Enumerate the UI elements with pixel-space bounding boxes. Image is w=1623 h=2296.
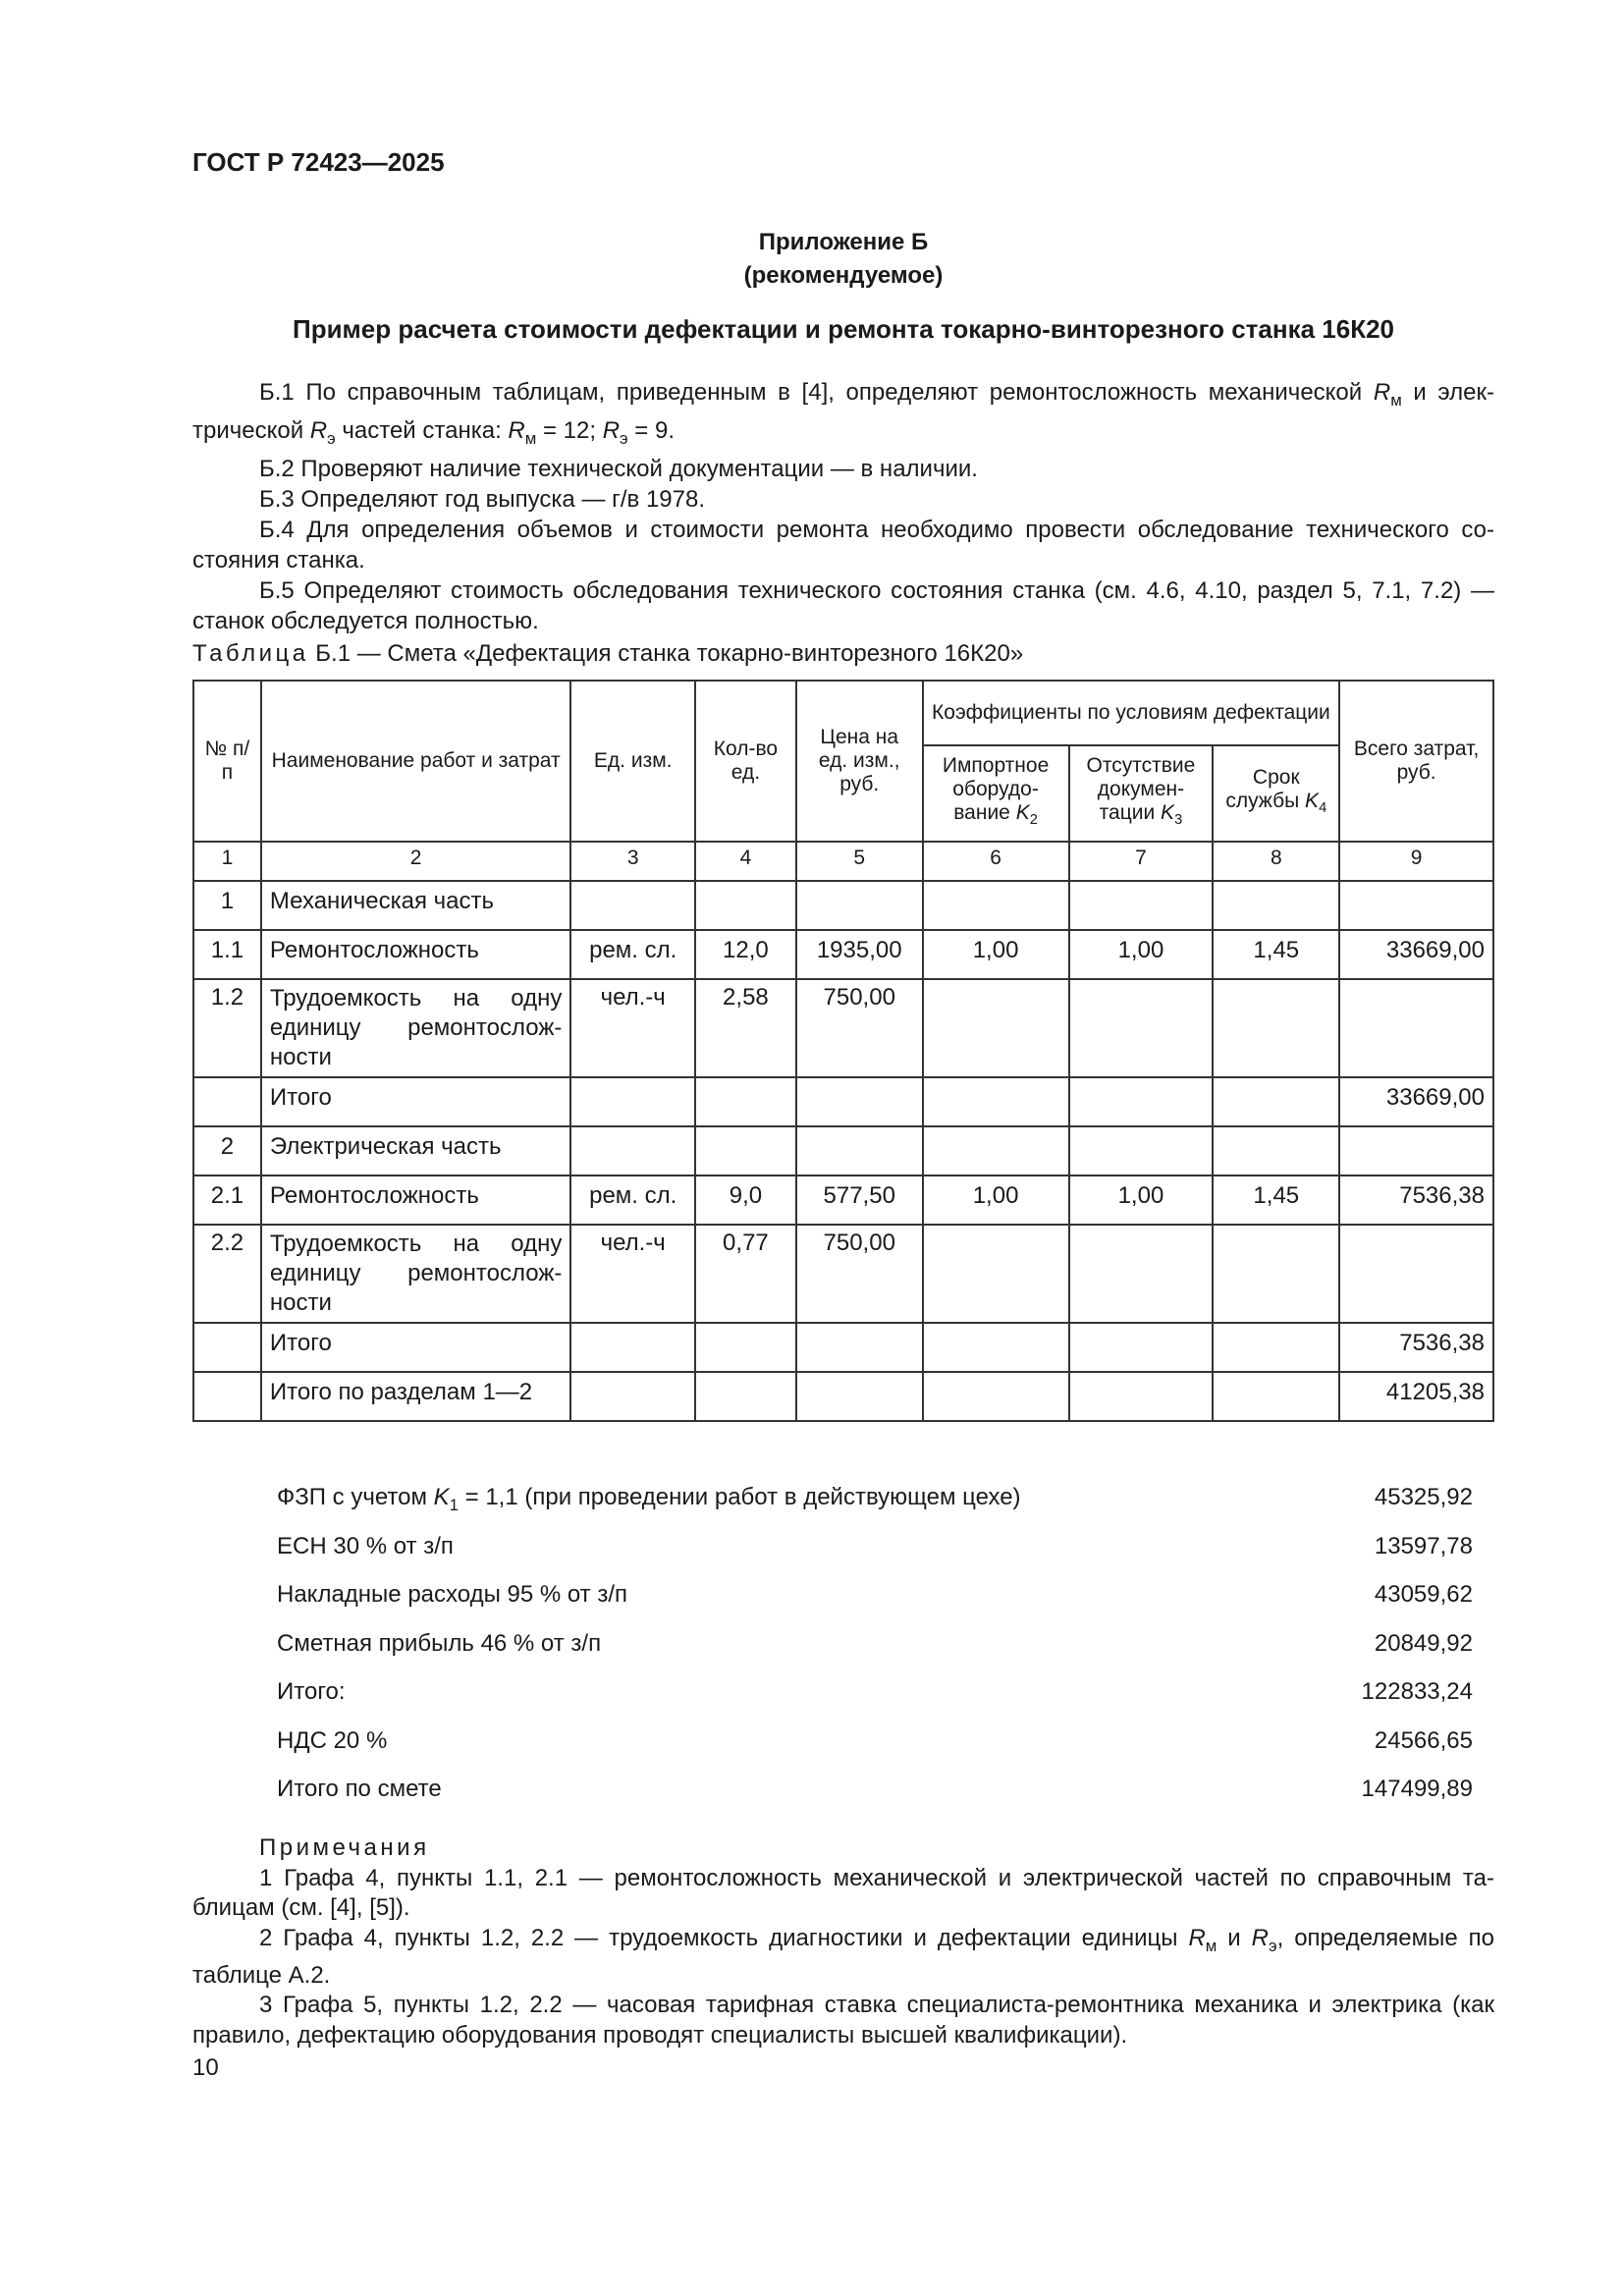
intro-paragraphs xyxy=(192,377,1494,636)
table-row xyxy=(193,1225,1493,1323)
row-qty xyxy=(695,1372,796,1421)
row-price: 577,50 xyxy=(796,1175,923,1225)
header-total: Всего затрат, руб. xyxy=(1339,681,1493,842)
row-price xyxy=(796,1372,923,1421)
header-qty: Кол-во ед. xyxy=(695,681,796,842)
row-total: 7536,38 xyxy=(1339,1323,1493,1372)
row-total: 33669,00 xyxy=(1339,1077,1493,1126)
row-name: Итого xyxy=(261,1077,570,1126)
table-caption: Таблица Б.1 — Смета «Дефектация станка токарно-винторезного 16К20» xyxy=(192,640,1024,667)
header-k4: Срок службы $K_4$ xyxy=(1213,745,1339,842)
paragraph-b4: Б.4 Для определения объемов и стоимости ремонта необходимо провести обследование технического состояния станка. xyxy=(192,516,1494,574)
column-number: 8 xyxy=(1213,842,1339,881)
row-unit xyxy=(570,1372,695,1421)
paragraph-b1: Б.1 По справочным таблицам, приведенным в [4], определяют ремонтосложность механической $R_м$ и электрической $R_э$ частей станка: $R_м = 12$; $R_э = 9$. xyxy=(192,379,1495,448)
row-price xyxy=(796,881,923,930)
row-total xyxy=(1339,1225,1493,1323)
row-k2 xyxy=(923,881,1069,930)
header-num: № п/п xyxy=(193,681,261,842)
totals-label: Итого по смете xyxy=(277,1776,442,1802)
row-total xyxy=(1339,1126,1493,1175)
row-k3 xyxy=(1069,1323,1214,1372)
row-qty xyxy=(695,1323,796,1372)
table-row xyxy=(193,881,1493,930)
row-num xyxy=(193,1323,261,1372)
paragraph-b3: Б.3 Определяют год выпуска — г/в 1978. xyxy=(259,485,706,513)
table-row xyxy=(193,930,1493,979)
row-num: 1.2 xyxy=(193,979,261,1077)
totals-line xyxy=(277,1482,1473,1531)
header-coefficients: Коэффициенты по условиям дефектации xyxy=(923,681,1340,745)
totals-value: 24566,65 xyxy=(1374,1726,1473,1754)
row-num xyxy=(193,1077,261,1126)
header-unit: Ед. изм. xyxy=(570,681,695,842)
column-number: 3 xyxy=(570,842,695,881)
row-num: 2.1 xyxy=(193,1175,261,1225)
row-total: 7536,38 xyxy=(1339,1175,1493,1225)
row-total xyxy=(1339,881,1493,930)
row-name: Итого xyxy=(261,1323,570,1372)
row-k3 xyxy=(1069,1077,1214,1126)
column-number: 5 xyxy=(796,842,923,881)
header-k3: Отсутствие документации $K_3$ xyxy=(1069,745,1214,842)
column-number: 4 xyxy=(695,842,796,881)
totals-label: ФЗП с учетом $K_1 = 1,1$ (при проведении работ в действующем цехе) xyxy=(277,1484,1021,1514)
row-qty xyxy=(695,1126,796,1175)
row-k3 xyxy=(1069,1372,1214,1421)
row-k2 xyxy=(923,1126,1069,1175)
note-1: 1 Графа 4, пункты 1.1, 2.1 — ремонтосложность механической и электрической частей по справочным таблицам (см. [4], [5]). xyxy=(192,1864,1494,1921)
row-num: 1.1 xyxy=(193,930,261,979)
totals-value: 122833,24 xyxy=(1361,1678,1473,1705)
totals-label: ЕСН 30 % от з/п xyxy=(277,1532,454,1559)
notes-heading: Примечания xyxy=(259,1834,430,1861)
column-number: 1 xyxy=(193,842,261,881)
row-unit: чел.-ч xyxy=(570,979,695,1077)
row-k4: 1,45 xyxy=(1213,930,1339,979)
row-num: 1 xyxy=(193,881,261,930)
row-unit: рем. сл. xyxy=(570,930,695,979)
row-k2: 1,00 xyxy=(923,1175,1069,1225)
row-name: Ремонтосложность xyxy=(261,930,570,979)
row-price xyxy=(796,1077,923,1126)
row-k4 xyxy=(1213,979,1339,1077)
row-num: 2 xyxy=(193,1126,261,1175)
table-row xyxy=(193,1126,1493,1175)
column-number: 6 xyxy=(923,842,1069,881)
row-name: Ремонтосложность xyxy=(261,1175,570,1225)
totals-line xyxy=(277,1774,1473,1823)
totals-line xyxy=(277,1628,1473,1677)
table-row xyxy=(193,1323,1493,1372)
totals-value: 45325,92 xyxy=(1374,1484,1473,1510)
row-price: 750,00 xyxy=(796,979,923,1077)
header-k2: Импортное оборудование $K_2$ xyxy=(923,745,1069,842)
row-unit xyxy=(570,1126,695,1175)
document-title: Пример расчета стоимости дефектации и ремонта токарно-винторезного станка 16К20 xyxy=(293,314,1394,344)
totals-line xyxy=(277,1531,1473,1580)
row-k2: 1,00 xyxy=(923,930,1069,979)
row-k4 xyxy=(1213,1126,1339,1175)
totals-value: 147499,89 xyxy=(1361,1776,1473,1802)
row-total xyxy=(1339,979,1493,1077)
row-total: 41205,38 xyxy=(1339,1372,1493,1421)
row-k2 xyxy=(923,1372,1069,1421)
row-k4: 1,45 xyxy=(1213,1175,1339,1225)
row-qty xyxy=(695,881,796,930)
row-k2 xyxy=(923,1323,1069,1372)
totals-line xyxy=(277,1579,1473,1628)
table-row xyxy=(193,1175,1493,1225)
row-name: Механическая часть xyxy=(261,881,570,930)
totals-label: Сметная прибыль 46 % от з/п xyxy=(277,1629,602,1657)
totals-line xyxy=(277,1676,1473,1725)
row-k2 xyxy=(923,1225,1069,1323)
table-row xyxy=(193,1372,1493,1421)
column-number: 7 xyxy=(1069,842,1214,881)
row-k4 xyxy=(1213,881,1339,930)
row-qty: 2,58 xyxy=(695,979,796,1077)
paragraph-b2: Б.2 Проверяют наличие технической документации — в наличии. xyxy=(259,455,978,482)
row-price xyxy=(796,1323,923,1372)
row-name: Электрическая часть xyxy=(261,1126,570,1175)
paragraph-b5: Б.5 Определяют стоимость обследования технического состояния станка (см. 4.6, 4.10, раздел 5, 7.1, 7.2) — станок обследуется полностью. xyxy=(192,576,1494,634)
row-num: 2.2 xyxy=(193,1225,261,1323)
row-k3 xyxy=(1069,881,1214,930)
totals-section xyxy=(277,1482,1473,1823)
row-k4 xyxy=(1213,1372,1339,1421)
row-k3 xyxy=(1069,979,1214,1077)
row-k2 xyxy=(923,1077,1069,1126)
row-k3: 1,00 xyxy=(1069,1175,1214,1225)
appendix-label: Приложение Б xyxy=(758,229,929,255)
row-unit xyxy=(570,881,695,930)
row-k2 xyxy=(923,979,1069,1077)
row-num xyxy=(193,1372,261,1421)
estimate-table xyxy=(192,680,1494,1422)
note-3: 3 Графа 5, пункты 1.2, 2.2 — часовая тарифная ставка специалиста-ремонтника механика и электрика (как правило, дефектацию оборудования проводят специалисты высшей квалификации). xyxy=(192,1992,1494,2049)
totals-value: 13597,78 xyxy=(1374,1532,1473,1559)
totals-label: Накладные расходы 95 % от з/п xyxy=(277,1581,628,1608)
row-k4 xyxy=(1213,1077,1339,1126)
appendix-status: (рекомендуемое) xyxy=(743,262,944,289)
column-numbers-row xyxy=(193,842,1493,881)
row-price xyxy=(796,1126,923,1175)
row-unit xyxy=(570,1077,695,1126)
row-unit: чел.-ч xyxy=(570,1225,695,1323)
row-name: Трудоемкость на одну единицу ремонтосложности xyxy=(261,1225,570,1323)
appendix-heading xyxy=(192,226,1494,293)
row-unit xyxy=(570,1323,695,1372)
table-row xyxy=(193,979,1493,1077)
row-k3 xyxy=(1069,1126,1214,1175)
row-qty xyxy=(695,1077,796,1126)
row-price: 750,00 xyxy=(796,1225,923,1323)
row-k4 xyxy=(1213,1323,1339,1372)
notes-section xyxy=(192,1833,1494,2050)
row-k4 xyxy=(1213,1225,1339,1323)
standard-header: ГОСТ Р 72423—2025 xyxy=(192,147,445,177)
header-price: Цена на ед. изм., руб. xyxy=(796,681,923,842)
totals-value: 20849,92 xyxy=(1374,1629,1473,1657)
row-total: 33669,00 xyxy=(1339,930,1493,979)
table-row xyxy=(193,1077,1493,1126)
column-number: 2 xyxy=(261,842,570,881)
row-qty: 9,0 xyxy=(695,1175,796,1225)
row-qty: 12,0 xyxy=(695,930,796,979)
header-name: Наименование работ и затрат xyxy=(261,681,570,842)
row-name: Трудоемкость на одну единицу ремонтосложности xyxy=(261,979,570,1077)
note-2: 2 Графа 4, пункты 1.2, 2.2 — трудоемкость диагностики и дефектации единицы $R_м$ и $R_э$, определяемые по таблице А.2. xyxy=(192,1924,1494,1989)
column-number: 9 xyxy=(1339,842,1493,881)
row-k3: 1,00 xyxy=(1069,930,1214,979)
row-qty: 0,77 xyxy=(695,1225,796,1323)
totals-value: 43059,62 xyxy=(1374,1581,1473,1608)
page-number: 10 xyxy=(192,2054,219,2081)
row-price: 1935,00 xyxy=(796,930,923,979)
totals-label: НДС 20 % xyxy=(277,1726,388,1754)
totals-label: Итого: xyxy=(277,1678,346,1705)
totals-line xyxy=(277,1725,1473,1775)
row-k3 xyxy=(1069,1225,1214,1323)
row-name: Итого по разделам 1—2 xyxy=(261,1372,570,1421)
row-unit: рем. сл. xyxy=(570,1175,695,1225)
